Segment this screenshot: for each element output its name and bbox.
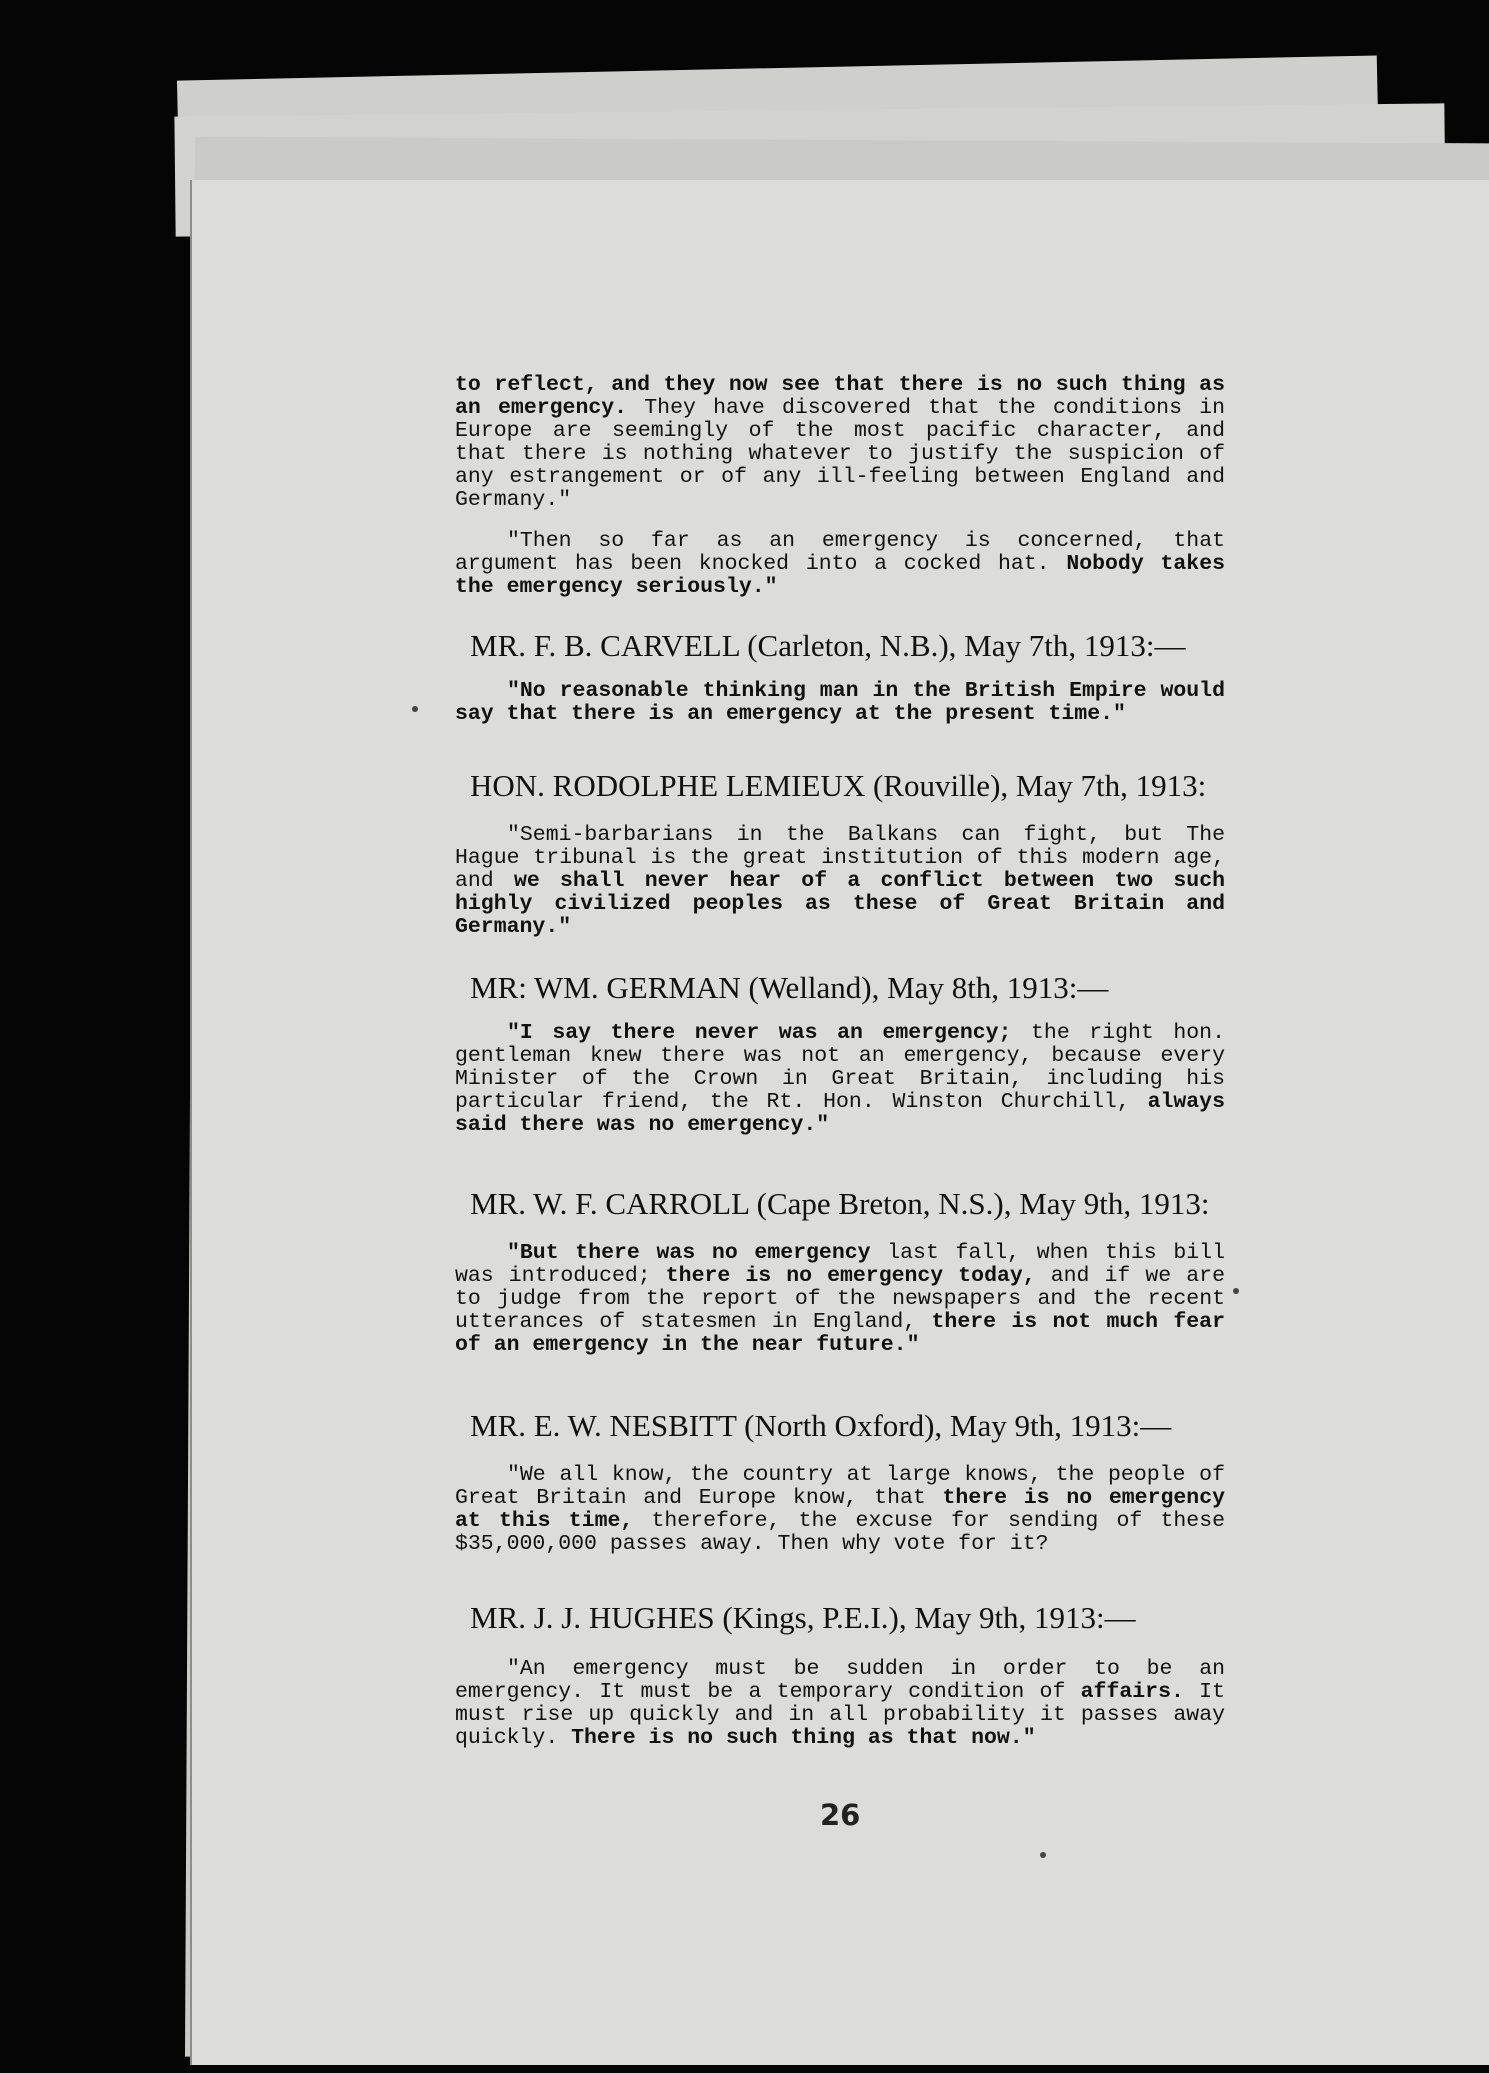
quote-bold-text: we shall never hear of a conflict between two such highly civilized peoples as these of Great Britain and Germany."	[455, 869, 1225, 939]
speech-heading: MR. W. F. CARROLL (Cape Breton, N.S.), May 9th, 1913:	[470, 1186, 1210, 1221]
page-number: 26	[820, 1798, 861, 1832]
quote-bold-text: "But there was no emergency	[507, 1241, 871, 1265]
speech-quote	[455, 680, 1225, 726]
quote-text: the right hon. gentleman knew there was not an emergency, because every Minister of the Crown in Great Britain, including his particular friend, the Rt. Hon. Winston Churchill,	[455, 1021, 1225, 1114]
speech-quote	[455, 824, 1225, 939]
opening-text-plain: "Then so far as an emergency is concerned, that argument has been knocked into a cocked hat.	[455, 529, 1225, 576]
opening-bold-text: to reflect, and they now see that there is no such thing as an emergency.	[455, 373, 1225, 420]
speech-quote	[455, 1658, 1225, 1750]
opening-paragraph-2	[455, 530, 1225, 599]
quote-text: "Semi-barbarians in the Balkans can fight, but The Hague tribunal is the great institution of this modern age, and	[455, 823, 1225, 893]
speech-heading: MR. J. J. HUGHES (Kings, P.E.I.), May 9th, 1913:—	[470, 1600, 1136, 1635]
quote-bold-text: "I say there never was an emergency;	[507, 1021, 1012, 1045]
ink-speck	[1233, 1288, 1239, 1294]
opening-text	[455, 374, 1225, 617]
opening-paragraph-1	[455, 374, 1225, 512]
opening-text-rest: They have discovered that the conditions in Europe are seemingly of the most pacific character, and that there is nothing whatever to justify the suspicion of any estrangement or of any ill-feeling between England and Germany."	[455, 396, 1225, 512]
speech-quote	[455, 1242, 1225, 1357]
quote-bold-text: always said there was no emergency."	[455, 1090, 1225, 1137]
speech-quote	[455, 1464, 1225, 1556]
speech-heading: MR: WM. GERMAN (Welland), May 8th, 1913:—	[470, 970, 1109, 1005]
quote-bold-text: there is not much fear of an emergency in the near future."	[455, 1310, 1225, 1357]
speech-heading: HON. RODOLPHE LEMIEUX (Rouville), May 7th, 1913:	[470, 768, 1207, 803]
quote-text: "We all know, the country at large knows, the people of Great Britain and Europe know, that	[455, 1463, 1225, 1510]
quote-bold-text: There is no such thing as that now."	[571, 1726, 1036, 1750]
opening-bold-text: Nobody takes the emergency seriously."	[455, 552, 1225, 599]
quote-bold-text: there is no emergency today,	[665, 1264, 1036, 1288]
quote-bold-text: there is no emergency at this time,	[455, 1486, 1225, 1533]
quote-bold-text: affairs.	[1080, 1680, 1184, 1704]
speech-heading: MR. F. B. CARVELL (Carleton, N.B.), May 7th, 1913:—	[470, 628, 1186, 663]
ink-speck	[1040, 1852, 1046, 1858]
quote-text: last fall, when this bill was introduced;	[455, 1241, 1225, 1288]
quote-text: therefore, the excuse for sending of these $35,000,000 passes away. Then why vote for it?	[455, 1509, 1225, 1556]
quote-text: It must rise up quickly and in all probability it passes away quickly.	[455, 1680, 1225, 1750]
ink-speck	[412, 706, 418, 712]
quote-text: and if we are to judge from the report of the newspapers and the recent utterances of statesmen in England,	[455, 1264, 1225, 1334]
speech-quote	[455, 1022, 1225, 1137]
quote-text: "An emergency must be sudden in order to be an emergency. It must be a temporary condition of	[455, 1657, 1225, 1704]
quote-bold-text: "No reasonable thinking man in the British Empire would say that there is an emergency at the present time."	[455, 679, 1225, 726]
speech-heading: MR. E. W. NESBITT (North Oxford), May 9th, 1913:—	[470, 1408, 1172, 1443]
